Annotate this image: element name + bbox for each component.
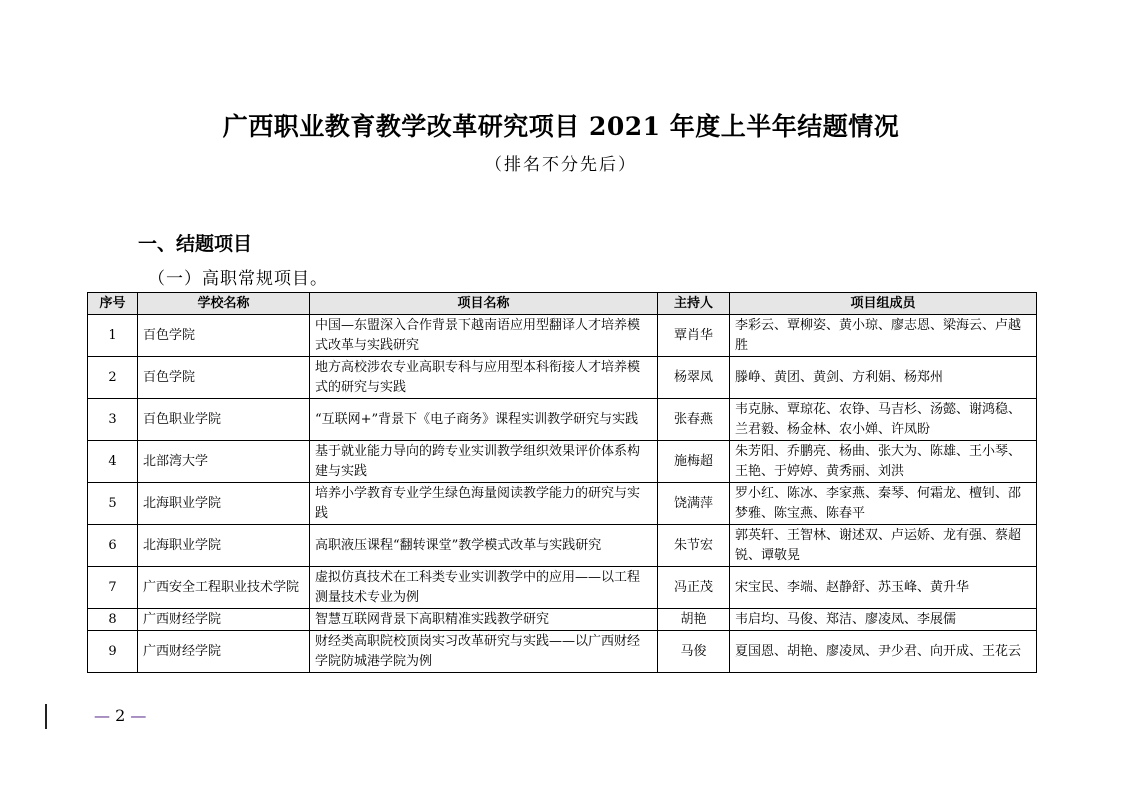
row-no: 2 [88,357,138,399]
row-no: 6 [88,525,138,567]
row-no: 3 [88,399,138,441]
row-host: 朱节宏 [658,525,730,567]
row-members: 李彩云、覃柳姿、黄小琼、廖志恩、梁海云、卢越胜 [730,315,1037,357]
row-project: 地方高校涉农专业高职专科与应用型本科衔接人才培养模式的研究与实践 [310,357,658,399]
row-no: 5 [88,483,138,525]
table-row [88,483,1037,525]
page-number-dash-right: — [130,706,147,725]
table-row [88,399,1037,441]
subsection-heading: （一）高职常规项目。 [148,269,328,289]
margin-bar [45,704,47,729]
row-school: 北海职业学院 [138,525,310,567]
row-project: 虚拟仿真技术在工科类专业实训教学中的应用——以工程测量技术专业为例 [310,567,658,609]
row-members: 宋宝民、李端、赵静舒、苏玉峰、黄升华 [730,567,1037,609]
row-project: “互联网+”背景下《电子商务》课程实训教学研究与实践 [310,399,658,441]
row-host: 冯正茂 [658,567,730,609]
row-project: 智慧互联网背景下高职精准实践教学研究 [310,609,658,631]
header-members: 项目组成员 [730,293,1037,315]
row-host: 覃肖华 [658,315,730,357]
row-project: 高职液压课程“翻转课堂”教学模式改革与实践研究 [310,525,658,567]
table-header-row [88,293,1037,315]
header-project: 项目名称 [310,293,658,315]
row-school: 百色学院 [138,357,310,399]
table-row [88,357,1037,399]
section-heading: 一、结题项目 [138,233,253,255]
row-no: 8 [88,609,138,631]
row-host: 杨翠凤 [658,357,730,399]
row-members: 韦启均、马俊、郑洁、廖凌凤、李展儒 [730,609,1037,631]
document-title: 广西职业教育教学改革研究项目 2021 年度上半年结题情况 [222,112,900,141]
row-host: 张春燕 [658,399,730,441]
document-subtitle: （排名不分先后） [485,155,637,175]
page-number [94,706,146,725]
table-row [88,315,1037,357]
row-school: 广西财经学院 [138,631,310,673]
row-school: 北部湾大学 [138,441,310,483]
row-host: 胡艳 [658,609,730,631]
row-members: 滕峥、黄团、黄剑、方利娟、杨郑州 [730,357,1037,399]
row-members: 夏国恩、胡艳、廖凌凤、尹少君、向开成、王花云 [730,631,1037,673]
row-members: 罗小红、陈冰、李家燕、秦琴、何霜龙、檀钊、邵梦雅、陈宝燕、陈春平 [730,483,1037,525]
page-number-dash-left: — [94,706,110,725]
header-no: 序号 [88,293,138,315]
table-row [88,525,1037,567]
table-row [88,631,1037,673]
row-school: 百色职业学院 [138,399,310,441]
row-members: 韦克脉、覃琼花、农铮、马吉杉、汤懿、谢鸿稳、兰君毅、杨金林、农小婵、许凤盼 [730,399,1037,441]
table-row [88,609,1037,631]
row-project: 中国—东盟深入合作背景下越南语应用型翻译人才培养模式改革与实践研究 [310,315,658,357]
row-project: 财经类高职院校顶岗实习改革研究与实践——以广西财经学院防城港学院为例 [310,631,658,673]
header-school: 学校名称 [138,293,310,315]
row-project: 基于就业能力导向的跨专业实训教学组织效果评价体系构建与实践 [310,441,658,483]
row-host: 饶满萍 [658,483,730,525]
row-school: 广西安全工程职业技术学院 [138,567,310,609]
row-members: 朱芳阳、乔鹏亮、杨曲、张大为、陈雄、王小琴、王艳、于婷婷、黄秀丽、刘洪 [730,441,1037,483]
row-no: 9 [88,631,138,673]
row-no: 1 [88,315,138,357]
row-host: 施梅超 [658,441,730,483]
header-host: 主持人 [658,293,730,315]
row-no: 7 [88,567,138,609]
row-members: 郭英轩、王智林、谢述双、卢运娇、龙有强、蔡超锐、谭敬晃 [730,525,1037,567]
row-no: 4 [88,441,138,483]
row-school: 广西财经学院 [138,609,310,631]
row-host: 马俊 [658,631,730,673]
page-number-value: 2 [115,706,126,725]
row-project: 培养小学教育专业学生绿色海量阅读教学能力的研究与实践 [310,483,658,525]
projects-table [87,292,1037,673]
table-row [88,441,1037,483]
row-school: 北海职业学院 [138,483,310,525]
table-row [88,567,1037,609]
row-school: 百色学院 [138,315,310,357]
